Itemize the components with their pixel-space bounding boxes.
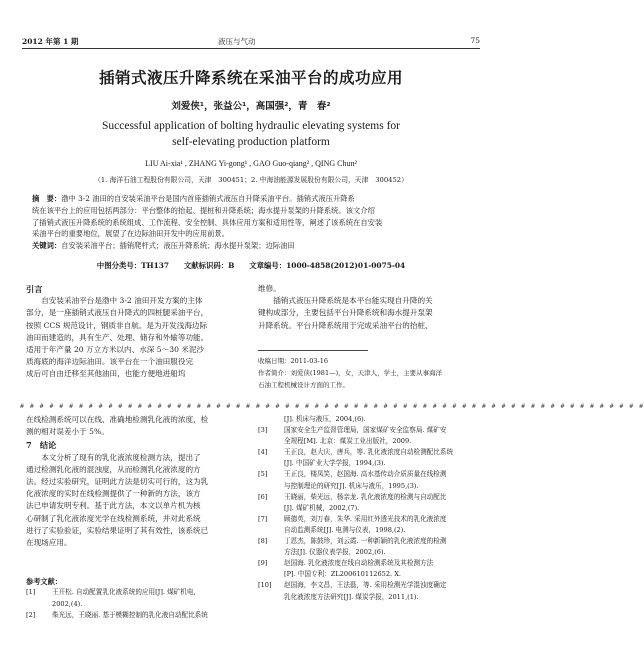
- reference-text: 顾德英，刘万春，朱华. 采用红外透光技术的乳化液浓度: [284, 514, 447, 523]
- reference-number: [6]: [258, 492, 268, 501]
- paragraph-line: 在线检测系统可以在线、准确地检测乳化液的浓度，检: [26, 415, 209, 424]
- classification-line: 中图分类号：TH137 文献标识码：B 文章编号：1000-4858(2012)01-0075-04: [96, 261, 406, 270]
- title-en-line1: Successful application of bolting hydraulic elevating systems for: [102, 120, 400, 132]
- references-right: [258, 414, 480, 603]
- reference-item: [26, 587, 250, 610]
- reference-item: [258, 469, 480, 491]
- reference-item: [258, 558, 480, 580]
- reference-text: 赵国海，李文昌，王法磊，等. 采用检测光学混浊度确定: [284, 581, 447, 590]
- reference-text: 赵国海. 乳化液浓度在线自动检测系统及其检测方法: [284, 559, 434, 568]
- reference-item: [258, 536, 480, 558]
- paragraph-line: 成后可自由迁移至其他油田，也能方便地进船坞: [26, 369, 186, 379]
- references-heading: 参考文献：: [26, 577, 62, 586]
- reference-text: 与控制理论的研究[J]. 机床与液压，1995,(3).: [284, 481, 419, 490]
- paragraph-line: 自安装采油平台是渤中 3-2 油田开发方案的主体: [41, 296, 203, 306]
- abstract-label: 摘 要：: [32, 194, 62, 203]
- paragraph-line: 通过检测乳化液的混浊度，从而检测乳化液浓度的方: [26, 464, 201, 474]
- reference-text: 王正良，赵大庆，唐兵，等. 乳化液浓度自动检测配比系统: [284, 448, 454, 457]
- reference-item: [258, 580, 480, 602]
- reference-item: [258, 492, 480, 514]
- paragraph-line: 法。经过实验研究，证明此方法是切实可行的，这为乳: [26, 477, 209, 487]
- reference-item: [258, 514, 480, 536]
- reference-number: [5]: [258, 470, 268, 479]
- paragraph-line: 测的相对误差小于 5%。: [26, 427, 109, 437]
- issue-label: 2012 年第 1 期: [22, 37, 79, 46]
- paragraph-line: 法已申请发明专利。基于此方法，本文以单片机为核: [26, 501, 201, 511]
- abstract-text: 采油平台的重要地位，展望了在边际油田开发中的应用前景。: [32, 229, 230, 239]
- reference-text: 自动监测系统[J]. 电测与仪表，1998,(2).: [284, 525, 406, 534]
- reference-number: [8]: [258, 537, 268, 546]
- paragraph-line: 心研制了乳化液浓度光学在线检测系统，并对此系统: [26, 513, 201, 523]
- reference-number: [9]: [258, 559, 268, 568]
- footnote: [258, 356, 480, 391]
- paragraph-line: 进行了实验验证，实验结果证明了其有效性，该系统已: [26, 525, 209, 535]
- references-left: [26, 576, 250, 622]
- keywords: 自安装采油平台；插销爬杆式；液压升降系统；海水提升泵架；边际油田: [61, 241, 295, 251]
- journal-name: 液压与气动: [218, 37, 256, 46]
- article-separator: # # # # # # # # # # # # # # # # # # # # # # # # # # # # # # # # # # # # # # # # # # # # # # # # # # # # # # # # # # # # # # # #: [20, 402, 644, 410]
- prev-article-text: [26, 414, 250, 549]
- reference-text: 王晓丽，柴光远，杨亲龙. 乳化液浓度的检测与自动配比: [284, 492, 447, 501]
- paragraph-line: 升降系统。平台升降系统用于完成采油平台的抬桩、: [258, 320, 433, 330]
- received-date: 收稿日期：2011-03-16: [258, 357, 328, 365]
- paragraph-line: 适用于年产量 20 万立方米以内、水深 5～30 米泥沙: [26, 345, 205, 355]
- abstract-text: 了插销式液压升降系统的系统组成、工作流程、安全控制、具体应用方案和适用性等，阐述了该系统在自安装: [32, 217, 383, 227]
- paragraph-line: 键构成部分，主要包括平台升降系统和海水提升泵架: [258, 308, 433, 318]
- reference-number: [2]: [26, 611, 36, 620]
- running-header: [22, 36, 480, 48]
- paragraph-line: 按照 CCS 规范设计，钢质非自航。是为开发浅海边际: [26, 320, 208, 330]
- reference-text: [P]. 中国专利：ZL200610112652. X.: [284, 570, 402, 579]
- reference-text: 2002,(4).: [52, 599, 83, 608]
- paragraph-line: 部分，是一座插销式液压自升降式的四桩腿采油平台，: [26, 308, 209, 318]
- reference-text: 国家安全生产监督管理局，国家煤矿安全监察局. 煤矿安: [284, 426, 447, 435]
- paragraph-line: 油田而建造的，具有生产、处理、储存和外输等功能。: [26, 332, 209, 342]
- paragraph-line: 化液浓度的实时在线检测提供了一种新的方法，该方: [26, 489, 201, 499]
- section-heading: 7 结论: [26, 440, 57, 451]
- authors-cn: 刘爱侠¹，张益公¹，高国强²，青 春²: [171, 101, 331, 112]
- paragraph-line: 维修。: [258, 284, 281, 293]
- page-number: 75: [470, 36, 480, 45]
- reference-text: 乳化液浓度方法研究[J]. 煤炭学报，2011,(1).: [284, 592, 419, 601]
- authors-en: LIU Ai-xia¹ , ZHANG Yi-gong¹ , GAO Guo-qiang² , QING Chun²: [145, 159, 357, 168]
- reference-item: [26, 610, 250, 621]
- paragraph-line: 插销式液压升降系统是本平台能实现自升降的关: [273, 296, 433, 306]
- reference-text: 王开松. 自动配置乳化液系统的应用[J]. 煤矿机电，: [52, 588, 201, 597]
- reference-text: 丁恩杰，陈鼓珍，刘云霞. 一种新颖的乳化液浓度的检测: [284, 537, 447, 546]
- reference-text: 王正良，楼凤笑，赵国海. 高水基传动介质质量在线检测: [284, 470, 447, 479]
- reference-number: [3]: [258, 426, 268, 435]
- affiliation: （1. 海洋石油工程股份有限公司，天津 300451；2. 中海油能源发展股份有限公司，天津 300452）: [94, 176, 408, 184]
- header-rule: [22, 48, 480, 49]
- right-top-section: [258, 283, 480, 332]
- reference-text: 柴光远，王晓丽. 基于模糊控制的乳化液自动配比系统: [52, 611, 208, 620]
- footnote-rule: [258, 350, 368, 351]
- reference-text: [J]. 机床与液压，2004,(6).: [284, 415, 366, 423]
- reference-text: 全规程[M]. 北京：煤炭工业出版社，2009.: [284, 437, 412, 446]
- reference-number: [1]: [26, 588, 36, 597]
- keywords-label: 关键词：: [32, 241, 62, 251]
- reference-text: [J]. 中国矿业大学学报，1994,(3).: [284, 459, 386, 468]
- reference-number: [4]: [258, 448, 268, 457]
- reference-number: [10]: [258, 581, 272, 590]
- reference-item: [258, 425, 480, 447]
- reference-text: 方法[J]. 仪器仪表学报，2002,(6).: [284, 548, 386, 557]
- abstract-text: 渤中 3-2 油田的自安装采油平台是国内首座插销式液压自升降采油平台。插销式液压升降系: [61, 194, 355, 203]
- abstract-text: 统在该平台上的应用包括两部分：平台整体的抬起、提桩和升降系统；海水提升泵架的升降系统。该文介绍: [32, 205, 375, 215]
- paragraph-line: 质海底的海洋边际油田。该平台在一个油田服役完: [26, 357, 194, 367]
- reference-number: [7]: [258, 514, 268, 523]
- reference-text: [J]. 煤矿机械，2002,(7).: [284, 503, 360, 512]
- article-title-cn: 插销式液压升降系统在采油平台的成功应用: [98, 69, 403, 87]
- reference-item: [258, 447, 480, 469]
- abstract: [32, 193, 478, 252]
- intro-section: [26, 283, 250, 381]
- section-heading: 引言: [26, 284, 43, 294]
- author-bio: 作者简介：刘爱侠(1981—)，女，天津人，学士，主要从事海洋: [258, 368, 443, 377]
- paragraph-line: 在现场应用。: [26, 538, 72, 548]
- title-en-line2: self-elevating production platform: [172, 136, 330, 148]
- author-bio: 石油工程机械设计方面的工作。: [258, 380, 349, 389]
- reference-item: [258, 414, 480, 425]
- paragraph-line: 本文分析了现有的乳化液浓度检测方法，提出了: [41, 452, 201, 462]
